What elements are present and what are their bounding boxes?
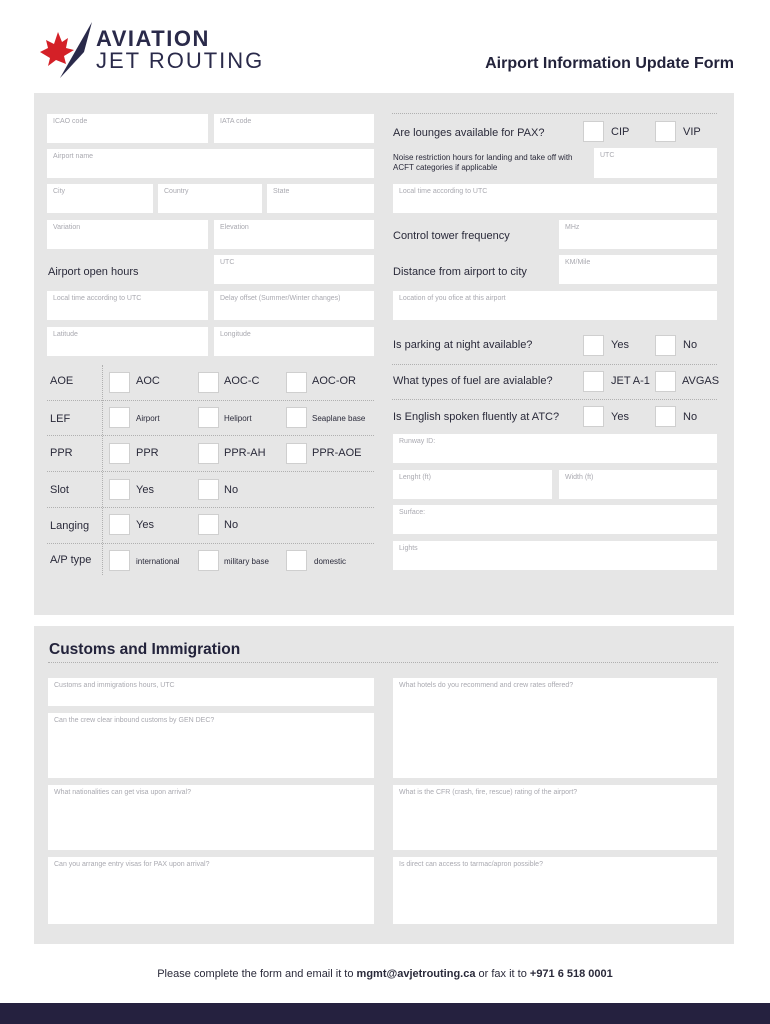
aoc-c-checkbox[interactable] xyxy=(198,372,219,393)
ppr-aoe-checkbox[interactable] xyxy=(286,443,307,464)
tower-mhz-field[interactable]: MHz xyxy=(559,220,717,249)
ppr-aoe-option: PPR-AOE xyxy=(312,447,362,459)
english-yes-checkbox[interactable] xyxy=(583,406,604,427)
entry-visas-field[interactable]: Can you arrange entry visas for PAX upon arrival? xyxy=(48,857,374,924)
tarmac-access-field[interactable]: Is direct can access to tarmac/apron possible? xyxy=(393,857,717,924)
state-field[interactable]: State xyxy=(267,184,374,213)
langing-yes-option: Yes xyxy=(136,519,154,531)
tower-frequency-label: Control tower frequency xyxy=(393,230,510,242)
country-field[interactable]: Country xyxy=(158,184,262,213)
open-hours-local-field[interactable]: Local time according to UTC xyxy=(47,291,208,320)
international-option: international xyxy=(136,557,180,566)
slot-yes-option: Yes xyxy=(136,484,154,496)
gendec-field[interactable]: Can the crew clear inbound customs by GEN DEC? xyxy=(48,713,374,778)
footer-text-1: Please complete the form and email it to xyxy=(157,968,357,980)
elevation-field[interactable]: Elevation xyxy=(214,220,374,249)
avgas-checkbox[interactable] xyxy=(655,371,676,392)
slot-no-option: No xyxy=(224,484,239,496)
english-yes-option: Yes xyxy=(611,411,629,423)
maple-leaf-icon xyxy=(40,32,74,66)
noise-local-field[interactable]: Local time according to UTC xyxy=(393,184,717,213)
iata-field[interactable]: IATA code xyxy=(214,114,374,143)
open-hours-utc-field[interactable]: UTC xyxy=(214,255,374,284)
domestic-option: domestic xyxy=(314,557,347,566)
ppr-checkbox[interactable] xyxy=(109,443,130,464)
width-field[interactable]: Width (ft) xyxy=(559,470,717,499)
avgas-option: AVGAS xyxy=(682,375,720,387)
parking-no-checkbox[interactable] xyxy=(655,335,676,356)
footer-fax-number: +971 6 518 0001 xyxy=(529,968,613,980)
parking-no-option: No xyxy=(683,339,698,351)
english-label: Is English spoken fluently at ATC? xyxy=(393,411,560,423)
ppr-option: PPR xyxy=(136,447,159,459)
customs-panel xyxy=(34,626,734,944)
airport-details-panel xyxy=(34,93,734,615)
latitude-field[interactable]: Latitude xyxy=(47,327,208,356)
ppr-ah-option: PPR-AH xyxy=(224,447,266,459)
visa-nationalities-field[interactable]: What nationalities can get visa upon arrival? xyxy=(48,785,374,850)
brand-line-1: AVIATION xyxy=(96,26,210,51)
vip-checkbox[interactable] xyxy=(655,121,676,142)
parking-yes-checkbox[interactable] xyxy=(583,335,604,356)
longitude-field[interactable]: Longitude xyxy=(214,327,374,356)
lights-field[interactable]: Lights xyxy=(393,541,717,570)
domestic-checkbox[interactable] xyxy=(286,550,307,571)
aoc-checkbox[interactable] xyxy=(109,372,130,393)
langing-yes-checkbox[interactable] xyxy=(109,514,130,535)
ap-type-label: A/P type xyxy=(50,554,92,566)
cip-checkbox[interactable] xyxy=(583,121,604,142)
footer-text-2: or fax it to xyxy=(475,968,530,980)
heliport-option: Heliport xyxy=(224,414,252,423)
footer-bar xyxy=(0,1003,770,1024)
ppr-ah-checkbox[interactable] xyxy=(198,443,219,464)
airport-name-field[interactable]: Airport name xyxy=(47,149,374,178)
delay-offset-field[interactable]: Delay offset (Summer/Winter changes) xyxy=(214,291,374,320)
cfr-rating-field[interactable]: What is the CFR (crash, fire, rescue) rating of the airport? xyxy=(393,785,717,850)
distance-field[interactable]: KM/Mile xyxy=(559,255,717,284)
city-field[interactable]: City xyxy=(47,184,153,213)
military-base-option: military base xyxy=(224,557,269,566)
cip-option: CIP xyxy=(611,126,630,138)
jet-a1-option: JET A-1 xyxy=(611,375,650,387)
slot-yes-checkbox[interactable] xyxy=(109,479,130,500)
lef-label: LEF xyxy=(50,413,71,425)
slot-no-checkbox[interactable] xyxy=(198,479,219,500)
office-location-field[interactable]: Location of you ofice at this airport xyxy=(393,291,717,320)
form-title: Airport Information Update Form xyxy=(485,55,734,72)
noise-restriction-label: Noise restriction hours for landing and take off with ACFT categories if applicable xyxy=(393,153,573,172)
english-no-option: No xyxy=(683,411,698,423)
fuel-label: What types of fuel are avialable? xyxy=(393,375,553,387)
seaplane-option: Seaplane base xyxy=(312,414,366,423)
noise-utc-field[interactable]: UTC xyxy=(594,148,717,178)
parking-yes-option: Yes xyxy=(611,339,629,351)
brand-line-2: JET ROUTING xyxy=(96,48,265,73)
aoe-label: AOE xyxy=(50,375,74,387)
english-no-checkbox[interactable] xyxy=(655,406,676,427)
lounges-label: Are lounges available for PAX? xyxy=(393,127,545,139)
aoc-c-option: AOC-C xyxy=(224,375,260,387)
surface-field[interactable]: Surface: xyxy=(393,505,717,534)
customs-hours-field[interactable]: Customs and immigrations hours, UTC xyxy=(48,678,374,706)
runway-id-field[interactable]: Runway ID: xyxy=(393,434,717,463)
slot-label: Slot xyxy=(50,484,69,496)
airport-checkbox[interactable] xyxy=(109,407,130,428)
seaplane-checkbox[interactable] xyxy=(286,407,307,428)
hotels-field[interactable]: What hotels do you recommend and crew rates offered? xyxy=(393,678,717,778)
military-base-checkbox[interactable] xyxy=(198,550,219,571)
customs-section-title: Customs and Immigration xyxy=(49,641,241,658)
international-checkbox[interactable] xyxy=(109,550,130,571)
footer-email-link[interactable]: mgmt@avjetrouting.ca xyxy=(356,968,476,980)
ppr-label: PPR xyxy=(50,447,73,459)
aoc-option: AOC xyxy=(136,375,160,387)
langing-label: Langing xyxy=(50,520,90,532)
jet-a1-checkbox[interactable] xyxy=(583,371,604,392)
airport-open-hours-label: Airport open hours xyxy=(48,266,139,278)
vip-option: VIP xyxy=(683,126,701,138)
aoc-or-checkbox[interactable] xyxy=(286,372,307,393)
aoc-or-option: AOC-OR xyxy=(312,375,356,387)
langing-no-option: No xyxy=(224,519,239,531)
distance-label: Distance from airport to city xyxy=(393,266,527,278)
variation-field[interactable]: Variation xyxy=(47,220,208,249)
parking-label: Is parking at night available? xyxy=(393,339,533,351)
airport-option: Airport xyxy=(136,414,160,423)
langing-no-checkbox[interactable] xyxy=(198,514,219,535)
heliport-checkbox[interactable] xyxy=(198,407,219,428)
footer-instructions xyxy=(0,968,770,980)
length-field[interactable]: Lenght (ft) xyxy=(393,470,552,499)
icao-field[interactable]: ICAO code xyxy=(47,114,208,143)
